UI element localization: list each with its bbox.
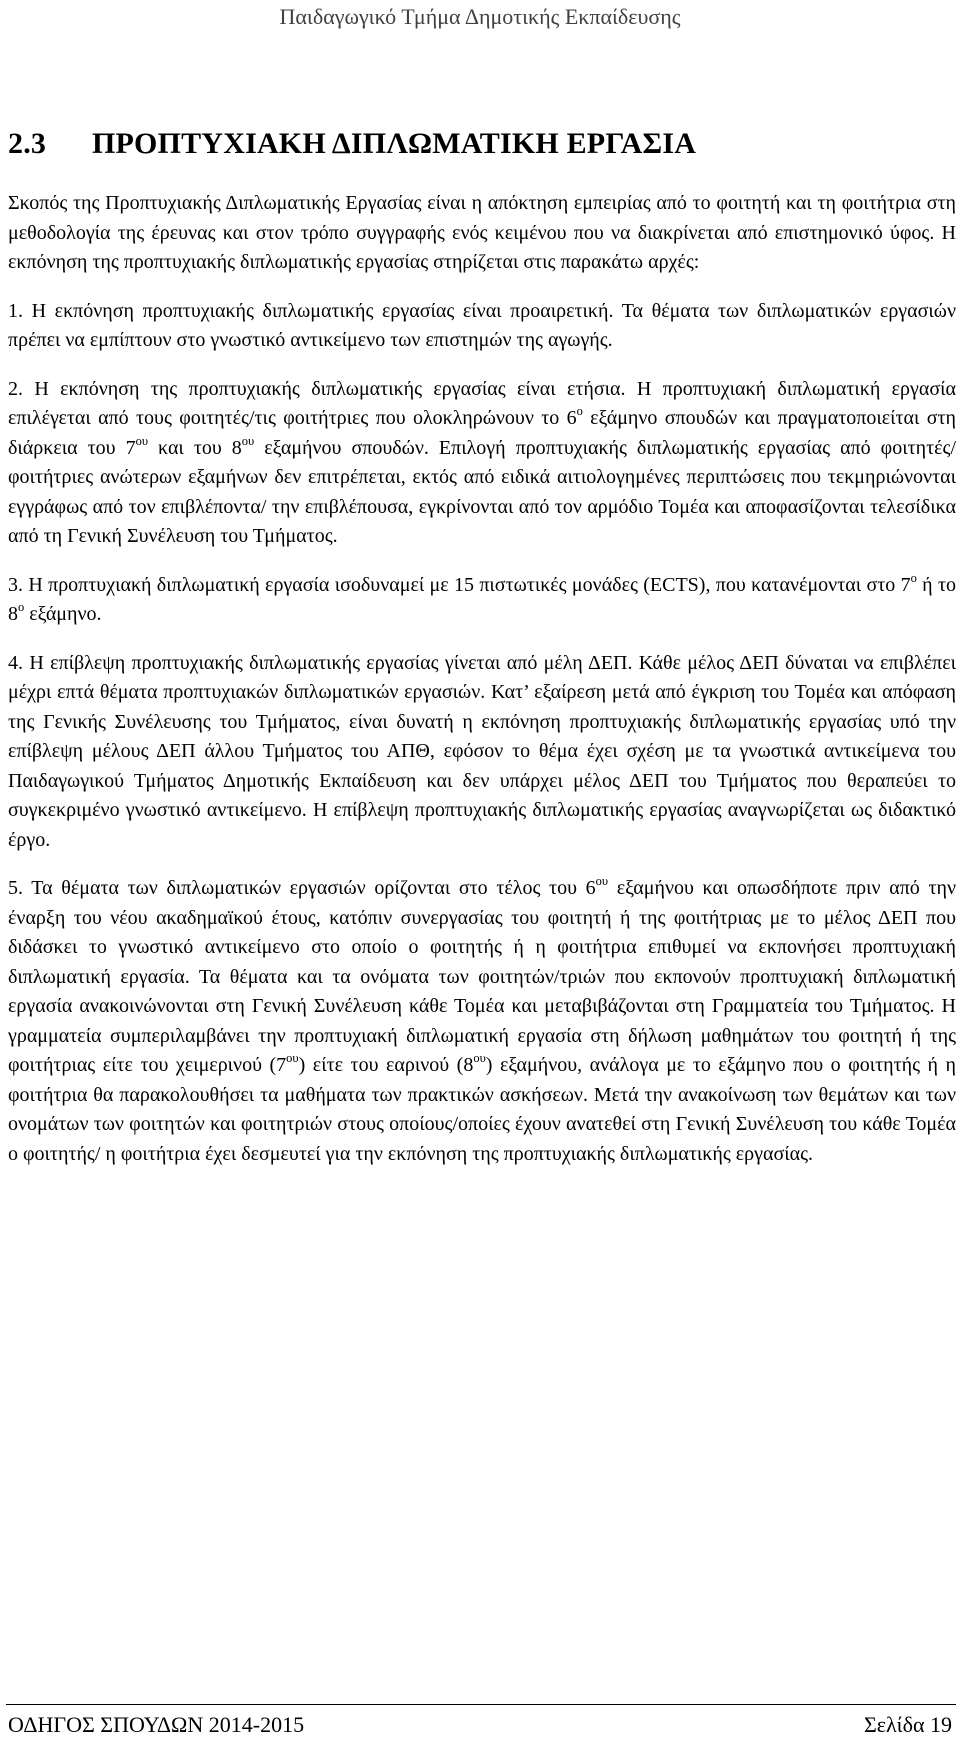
text-run: 3. Η προπτυχιακή διπλωματική εργασία ισοδυναμεί με 15 πιστωτικές μονάδες (ECTS), που κατανέμονται στο 7 [8, 573, 911, 596]
text-run: ) είτε του εαρινού (8 [298, 1054, 474, 1076]
text-run: ) εξαμήνου, ανάλογα με το εξάμηνο που ο φοιτητής ή η φοιτήτρια θα παρακολουθήσει τα μαθήματα των πρακτικών ασκήσεων. Μετά την ανακοίνωση των θεμάτων και των ονομάτων των φοιτητών και φοιτητριών στους οποίους/οποίες έχουν ανατεθεί στη Γενική Συνέλευση του κάθε Τομέα ο φοιτητής/ η φοιτήτρια έχει δεσμευτεί για την εκπόνηση της προπτυχιακής διπλωματικής εργασίας. [8, 1054, 956, 1165]
superscript: ου [473, 1051, 486, 1066]
list-item-5 [8, 874, 956, 1169]
superscript: ου [595, 874, 609, 889]
text-run: εξάμηνο. [24, 603, 102, 625]
list-item-3 [8, 571, 956, 630]
footer-divider [6, 1704, 956, 1705]
page-footer [8, 1710, 952, 1740]
superscript: ο [18, 600, 25, 615]
footer-guide-title: ΟΔΗΓΟΣ ΣΠΟΥΔΩΝ 2014-2015 [8, 1712, 305, 1737]
section-title: ΠΡΟΠΤΥΧΙΑΚΗ ΔΙΠΛΩΜΑΤΙΚΗ ΕΡΓΑΣΙΑ [92, 127, 697, 160]
superscript: ου [241, 433, 255, 448]
list-item-2 [8, 375, 956, 552]
text-run: εξαμήνου και οπωσδήποτε πριν από την έναρξη του νέου ακαδημαϊκού έτους, κατόπιν συνεργασίας του φοιτητή ή της φοιτήτριας με το μέλος ΔΕΠ που διδάσκει το γνωστικό αντικείμενο στο οποίο ο φοιτητής ή η φοιτήτρια επιθυμεί να εκπονήσει προπτυχιακή διπλωματική εργασία. Τα θέματα και τα ονόματα των φοιτητών/τριών που εκπονούν προπτυχιακή διπλωματική εργασία ανακοινώνονται στη Γενική Συνέλευση κάθε Τομέα και μεταβιβάζονται στη Γραμματεία του Τμήματος. Η γραμματεία συμπεριλαμβάνει την προπτυχιακή διπλωματική εργασία στη δήλωση μαθημάτων του φοιτητή ή της φοιτήτριας είτε του χειμερινού (7 [8, 877, 957, 1076]
text-run: εξάμηνο σπουδών και πραγματοποιείται στη διάρκεια του 7 [8, 407, 956, 459]
text-run: εξαμήνου σπουδών. Επιλογή προπτυχιακής διπλωματικής εργασίας από φοιτητές/φοιτήτριες ανώτερων εξαμήνων δεν επιτρέπεται, εκτός από ειδικά αιτιολογημένες περιπτώσεις που τεκμηριώνονται εγγράφως από τον επιβλέποντα/ την επιβλέπουσα, εγκρίνονται από τον αρμόδιο Τομέα και αποφασίζονται τελεσίδικα από τη Γενική Συνέλευση του Τμήματος. [8, 436, 956, 547]
superscript: ο [910, 570, 917, 585]
list-item-4: 4. Η επίβλεψη προπτυχιακής διπλωματικής εργασίας γίνεται από μέλη ΔΕΠ. Κάθε μέλος ΔΕΠ δύναται να επιβλέπει μέχρι επτά θέματα προπτυχιακών διπλωματικών εργασιών. Κατ’ εξαίρεση μετά από έγκριση του Τομέα και απόφαση της Γενικής Συνέλευσης του Τμήματος, είναι δυνατή η εκπόνηση προπτυχιακής διπλωματικής εργασίας υπό την επίβλεψη μέλους ΔΕΠ άλλου Τμήματος του ΑΠΘ, εφόσον το θέμα έχει σχέση με τα γνωστικά αντικείμενα του Παιδαγωγικού Τμήματος Δημοτικής Εκπαίδευση και δεν υπάρχει μέλος ΔΕΠ του Τμήματος που θεραπεύει το συγκεκριμένο γνωστικό αντικείμενο. Η επίβλεψη προπτυχιακής διπλωματικής εργασίας αναγνωρίζεται ως διδακτικό έργο. [8, 651, 956, 851]
superscript: ου [135, 433, 149, 448]
text-run: 2. Η εκπόνηση της προπτυχιακής διπλωματικής εργασίας είναι ετήσια. Η προπτυχιακή διπλωματική εργασία επιλέγεται από τους φοιτητές/τις φοιτήτριες που ολοκληρώνουν το 6 [8, 377, 956, 429]
list-item-1: 1. Η εκπόνηση προπτυχιακής διπλωματικής εργασίας είναι προαιρετική. Τα θέματα των διπλωματικών εργασιών πρέπει να εμπίπτουν στο γνωστικό αντικείμενο των επιστημών της αγωγής. [8, 299, 956, 351]
text-run: και του 8 [148, 436, 242, 459]
text-run: 5. Τα θέματα των διπλωματικών εργασιών ορίζονται στο τέλος του 6 [8, 877, 596, 899]
superscript: ο [576, 404, 583, 419]
document-body [8, 124, 956, 1169]
section-number: 2.3 [8, 127, 47, 160]
page-number: Σελίδα 19 [863, 1712, 952, 1737]
superscript: ου [286, 1051, 299, 1066]
running-header: Παιδαγωγικό Τμήμα Δημοτικής Εκπαίδευσης [279, 4, 681, 29]
section-heading [8, 124, 956, 164]
text-run: ή το 8 [8, 573, 956, 625]
intro-paragraph: Σκοπός της Προπτυχιακής Διπλωματικής Εργασίας είναι η απόκτηση εμπειρίας από το φοιτητή και τη φοιτήτρια στη μεθοδολογία της έρευνας και στον τρόπο συγγραφής ενός κειμένου που να διακρίνεται από επιστημονικό ύφος. Η εκπόνηση της προπτυχιακής διπλωματικής εργασίας στηρίζεται στις παρακάτω αρχές: [8, 192, 956, 273]
